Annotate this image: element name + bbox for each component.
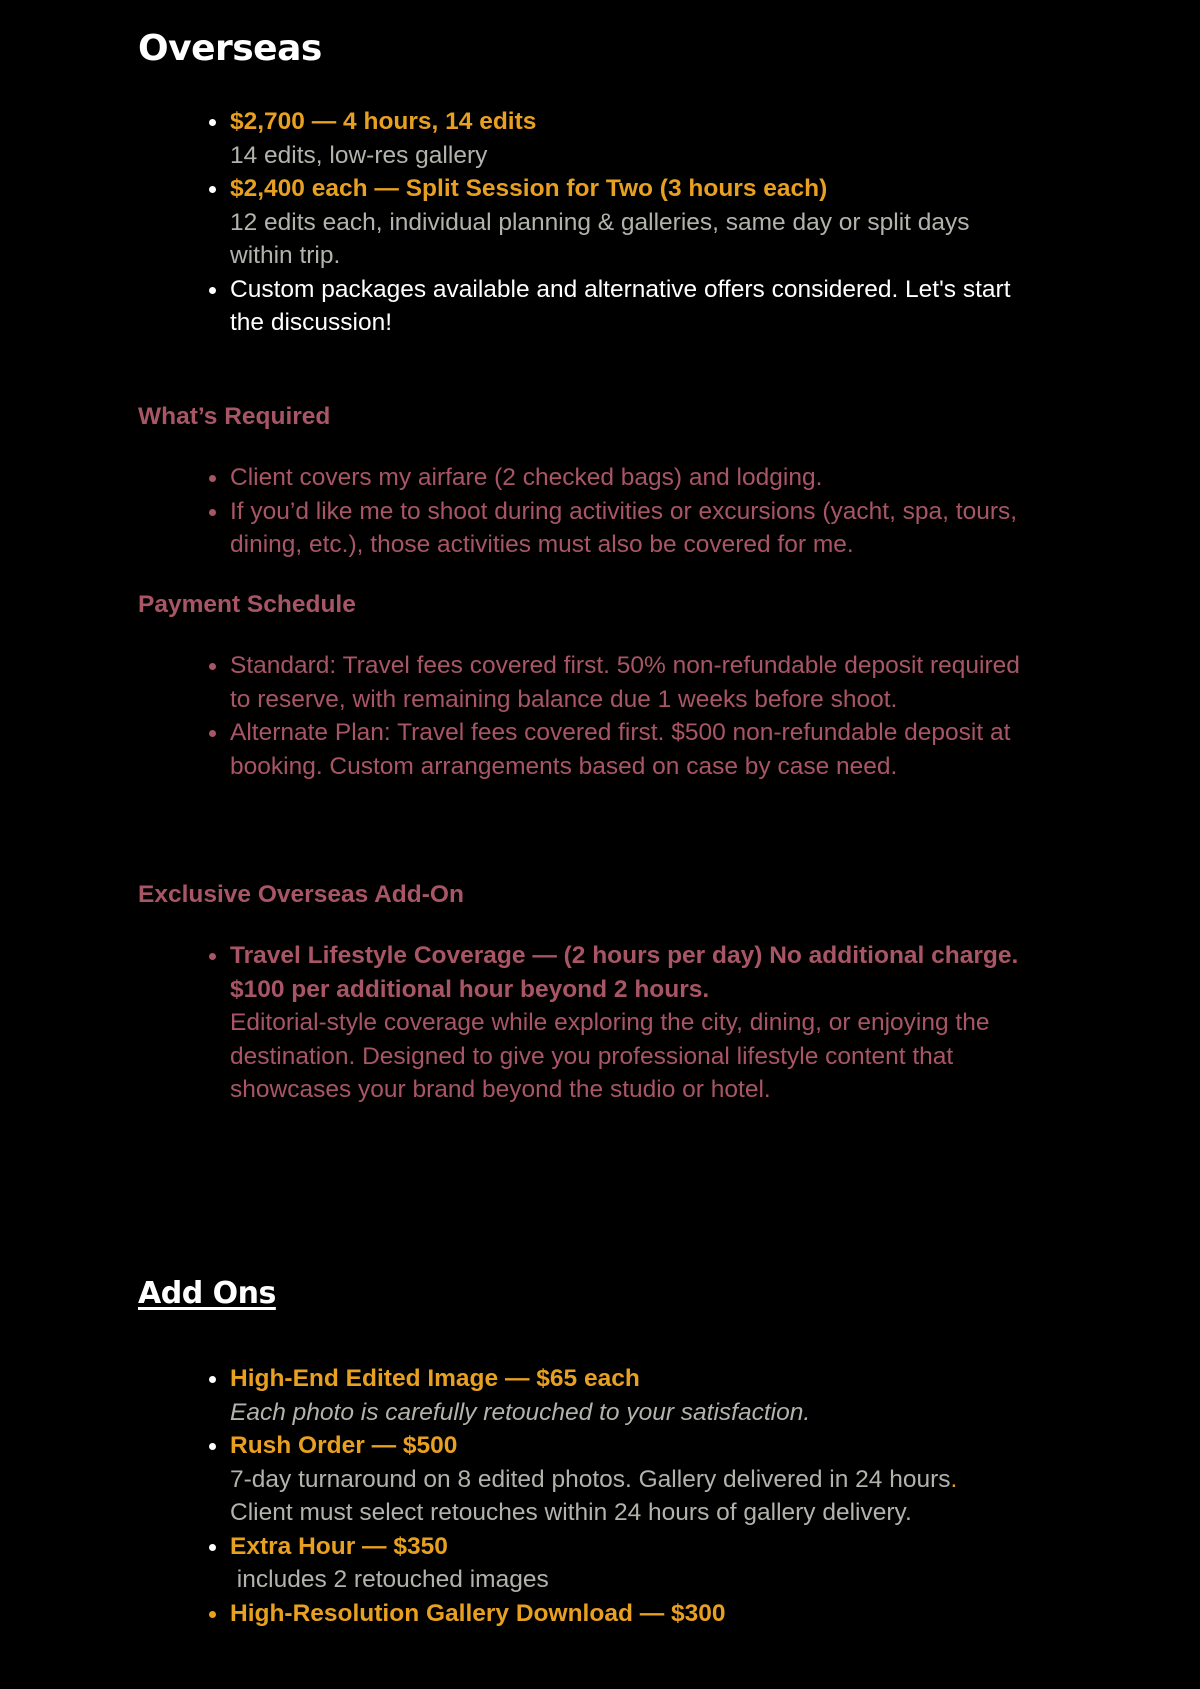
exclusive-addon-item <box>230 939 1030 1107</box>
package-detail: 12 edits each, individual planning & galleries, same day or split days within trip. <box>230 208 970 269</box>
exclusive-addon-heading: Exclusive Overseas Add-On <box>138 881 464 908</box>
add-ons-list <box>230 1362 1030 1630</box>
whats-required-list <box>230 461 1030 562</box>
whats-required-heading: What’s Required <box>138 403 331 430</box>
addon-detail: Each photo is carefully retouched to your satisfaction. <box>230 1398 811 1426</box>
payment-schedule-list <box>230 649 1030 783</box>
addon-detail: includes 2 retouched images <box>230 1566 549 1593</box>
addon-item <box>230 1362 1030 1429</box>
payment-item: Alternate Plan: Travel fees covered first. $500 non-refundable deposit at booking. Custom arrangements based on case by case need. <box>230 716 1030 783</box>
package-item <box>230 105 1030 172</box>
overseas-packages-list <box>230 105 1030 340</box>
overseas-title: Overseas <box>138 28 322 69</box>
exclusive-addon-title: Travel Lifestyle Coverage — (2 hours per day) No additional charge. $100 per additional hour beyond 2 hours. <box>230 942 1019 1003</box>
addon-title: High-End Edited Image — $65 each <box>230 1365 640 1392</box>
package-price: $2,400 each — Split Session for Two (3 hours each) <box>230 175 828 202</box>
addon-title: Rush Order — $500 <box>230 1432 458 1459</box>
requirement-item: If you’d like me to shoot during activities or excursions (yacht, spa, tours, dining, etc.), those activities must also be covered for me. <box>230 495 1030 562</box>
addon-detail: 7-day turnaround on 8 edited photos. Gallery delivered in 24 hours. <box>230 1465 958 1493</box>
requirement-item: Client covers my airfare (2 checked bags) and lodging. <box>230 461 1030 495</box>
addon-item <box>230 1597 1030 1631</box>
exclusive-addon-list <box>230 939 1030 1107</box>
package-detail: 14 edits, low-res gallery <box>230 141 488 169</box>
payment-schedule-heading: Payment Schedule <box>138 591 356 618</box>
package-item <box>230 172 1030 273</box>
payment-item: Standard: Travel fees covered first. 50% non-refundable deposit required to reserve, with remaining balance due 1 weeks before shoot. <box>230 649 1030 716</box>
addon-item <box>230 1429 1030 1530</box>
exclusive-addon-detail: Editorial-style coverage while exploring the city, dining, or enjoying the destination. Designed to give you professional lifestyle content that showcases your brand beyond the studio or hotel. <box>230 1009 990 1103</box>
addon-detail: Client must select retouches within 24 hours of gallery delivery. <box>230 1499 912 1526</box>
addon-title: Extra Hour — $350 <box>230 1532 448 1560</box>
add-ons-title: Add Ons <box>138 1276 276 1311</box>
addon-item <box>230 1530 1030 1597</box>
custom-package-note: Custom packages available and alternative offers considered. Let's start the discussion! <box>230 273 1030 340</box>
package-price: $2,700 — 4 hours, 14 edits <box>230 108 537 135</box>
addon-title: High-Resolution Gallery Download — $300 <box>230 1599 726 1627</box>
